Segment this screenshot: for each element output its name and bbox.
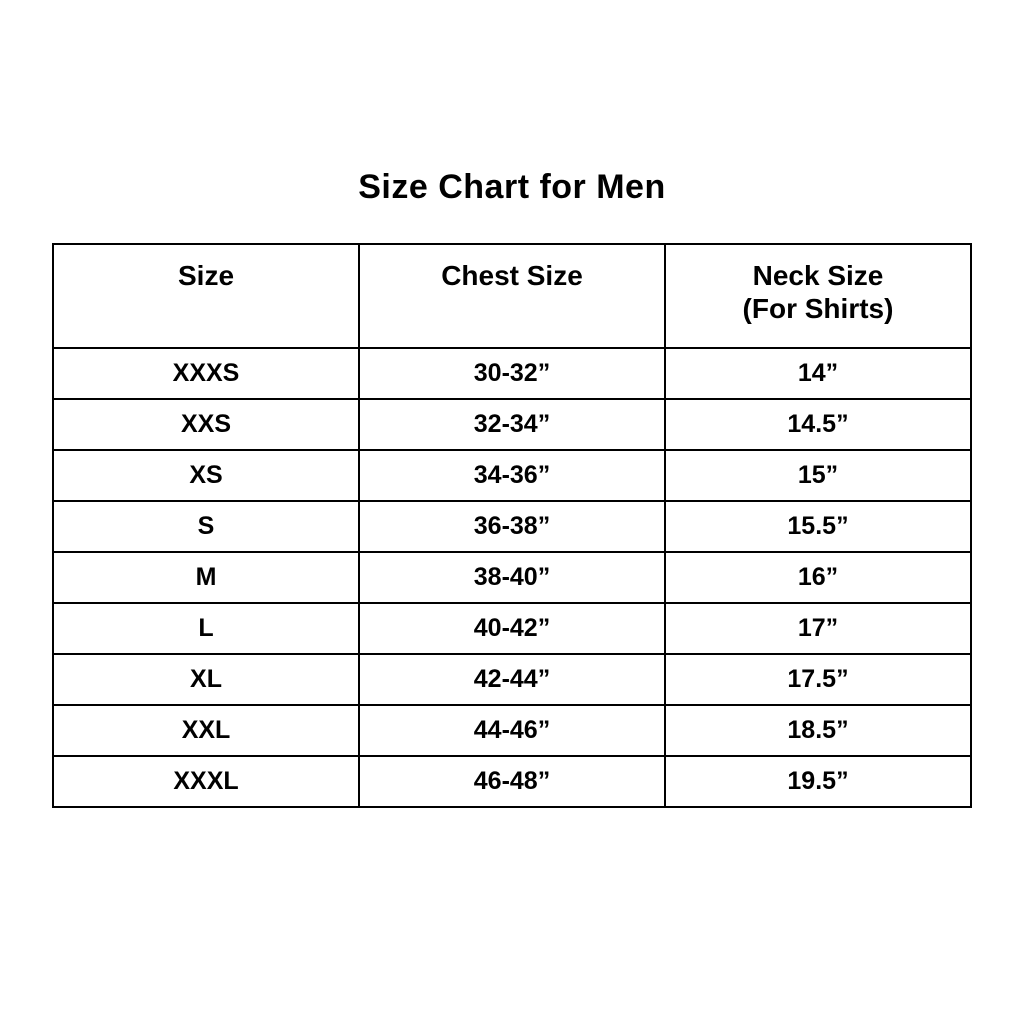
size-chart-table	[52, 243, 972, 808]
neck-size-cell: 15”	[665, 450, 971, 501]
neck-size-cell: 17”	[665, 603, 971, 654]
neck-size-cell: 16”	[665, 552, 971, 603]
chest-size-cell: 30-32”	[359, 348, 665, 399]
chest-size-cell: 32-34”	[359, 399, 665, 450]
size-cell: XXS	[53, 399, 359, 450]
size-cell: XXXS	[53, 348, 359, 399]
chest-size-cell: 42-44”	[359, 654, 665, 705]
column-header-2	[665, 244, 971, 348]
column-header-label: Chest Size	[441, 260, 583, 291]
table-row	[53, 603, 971, 654]
table-row	[53, 654, 971, 705]
neck-size-cell: 15.5”	[665, 501, 971, 552]
column-header-1	[359, 244, 665, 348]
table-row	[53, 348, 971, 399]
column-header-label: Neck Size	[752, 260, 884, 291]
size-cell: M	[53, 552, 359, 603]
header-row	[53, 244, 971, 348]
column-header-0	[53, 244, 359, 348]
neck-size-cell: 18.5”	[665, 705, 971, 756]
size-cell: XS	[53, 450, 359, 501]
neck-size-cell: 14”	[665, 348, 971, 399]
size-cell: S	[53, 501, 359, 552]
table-row	[53, 450, 971, 501]
chest-size-cell: 46-48”	[359, 756, 665, 807]
chest-size-cell: 34-36”	[359, 450, 665, 501]
table-row	[53, 399, 971, 450]
size-cell: L	[53, 603, 359, 654]
size-cell: XXXL	[53, 756, 359, 807]
neck-size-cell: 17.5”	[665, 654, 971, 705]
table-row	[53, 552, 971, 603]
size-table-head	[53, 244, 971, 348]
page-title: Size Chart for Men	[358, 168, 666, 206]
neck-size-cell: 19.5”	[665, 756, 971, 807]
chest-size-cell: 44-46”	[359, 705, 665, 756]
size-cell: XXL	[53, 705, 359, 756]
neck-size-cell: 14.5”	[665, 399, 971, 450]
size-cell: XL	[53, 654, 359, 705]
table-row	[53, 705, 971, 756]
table-row	[53, 756, 971, 807]
column-header-label: Size	[177, 260, 235, 291]
chest-size-cell: 40-42”	[359, 603, 665, 654]
chest-size-cell: 36-38”	[359, 501, 665, 552]
chest-size-cell: 38-40”	[359, 552, 665, 603]
table-row	[53, 501, 971, 552]
size-table-body	[53, 348, 971, 807]
column-header-sublabel: (For Shirts)	[742, 293, 894, 324]
